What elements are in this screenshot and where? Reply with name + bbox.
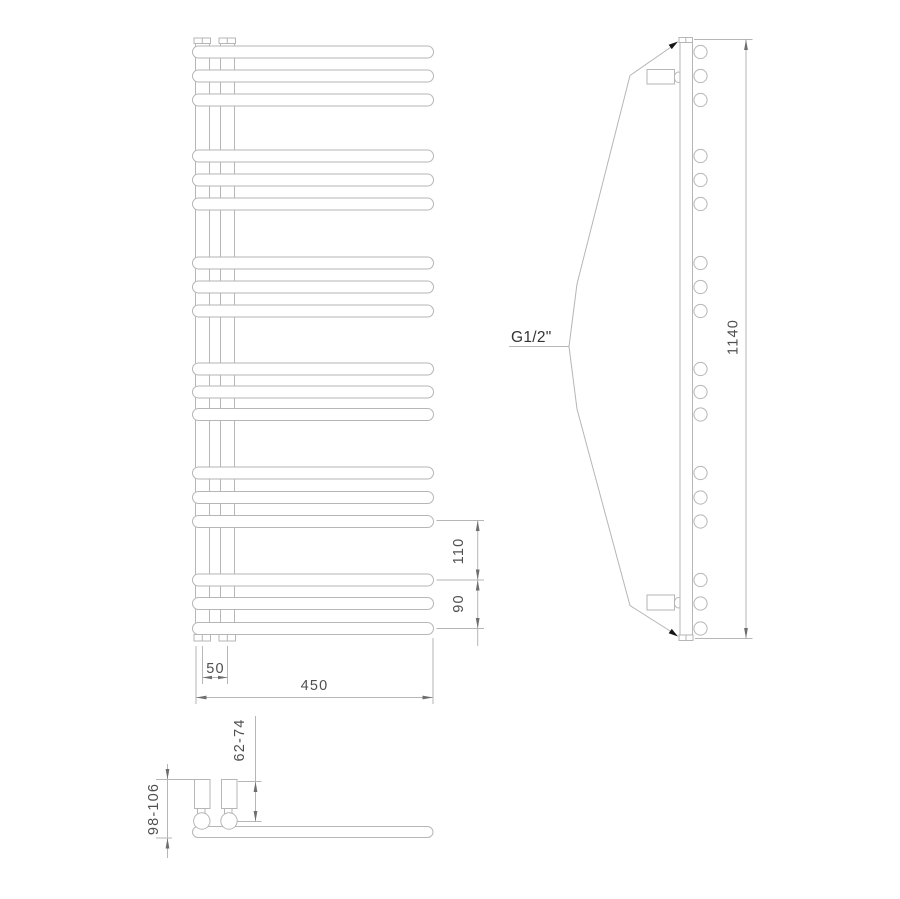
detail-tube-section bbox=[221, 813, 237, 829]
valve-body bbox=[647, 595, 675, 610]
bar-end bbox=[694, 573, 707, 586]
towel-bar bbox=[193, 492, 434, 504]
dimension-90 bbox=[437, 580, 485, 646]
bar-end bbox=[694, 408, 707, 421]
collector-tube-right bbox=[221, 41, 235, 637]
dimension-50 bbox=[203, 646, 228, 684]
bar-end bbox=[694, 466, 707, 479]
bar-end bbox=[694, 491, 707, 504]
towel-bar bbox=[193, 409, 434, 421]
bar-end bbox=[694, 385, 707, 398]
bar-end bbox=[694, 362, 707, 375]
towel-bar bbox=[193, 598, 434, 610]
front-view bbox=[193, 38, 434, 641]
valve-body bbox=[647, 70, 675, 85]
towel-bar bbox=[193, 174, 434, 186]
towel-bar bbox=[193, 305, 434, 317]
bar-end-circles bbox=[694, 45, 707, 635]
towel-bar bbox=[193, 46, 434, 58]
dimension-90-label: 90 bbox=[451, 594, 467, 613]
towel-bar bbox=[193, 574, 434, 586]
towel-bar bbox=[193, 281, 434, 293]
towel-bar bbox=[193, 198, 434, 210]
thread-callout bbox=[509, 39, 680, 638]
side-view bbox=[647, 38, 707, 641]
dimension-50-label: 50 bbox=[206, 661, 225, 677]
dimension-98-106 bbox=[146, 764, 195, 858]
collector-tube-left bbox=[196, 41, 210, 637]
bar-end bbox=[694, 304, 707, 317]
dimension-98-106-label: 98-106 bbox=[146, 782, 162, 836]
dimension-450-label: 450 bbox=[300, 678, 329, 694]
towel-bar bbox=[193, 150, 434, 162]
towel-bar bbox=[193, 467, 434, 479]
wall-bracket bbox=[195, 780, 211, 809]
bar-end bbox=[694, 45, 707, 58]
bar-end bbox=[694, 256, 707, 269]
dimension-450 bbox=[196, 638, 433, 704]
side-valve-bottom bbox=[647, 595, 683, 610]
dimension-62-74-label: 62-74 bbox=[232, 718, 248, 762]
thread-size-label: G1/2" bbox=[511, 329, 552, 346]
towel-bar bbox=[193, 386, 434, 398]
side-collector-tube bbox=[680, 43, 693, 636]
bar-end bbox=[694, 622, 707, 635]
bar-end bbox=[694, 597, 707, 610]
towel-bar bbox=[193, 516, 434, 528]
towel-bar bbox=[193, 70, 434, 82]
bar-end bbox=[694, 69, 707, 82]
side-valve-top bbox=[647, 70, 683, 85]
dimension-110 bbox=[437, 521, 485, 581]
bar-end bbox=[694, 173, 707, 186]
bar-end bbox=[694, 149, 707, 162]
towel-bar bbox=[193, 94, 434, 106]
dimension-1140-label: 1140 bbox=[725, 319, 742, 355]
bar-end bbox=[694, 280, 707, 293]
top-detail-view bbox=[193, 780, 434, 838]
detail-tube-section bbox=[194, 813, 210, 829]
bar-end bbox=[694, 93, 707, 106]
towel-bar bbox=[193, 257, 434, 269]
wall-bracket bbox=[222, 780, 238, 809]
bar-end bbox=[694, 515, 707, 528]
dimension-110-label: 110 bbox=[451, 537, 467, 565]
dimension-1140 bbox=[694, 40, 753, 639]
collector-tubes bbox=[196, 41, 235, 637]
towel-bar bbox=[193, 623, 434, 635]
bar-end bbox=[694, 197, 707, 210]
towel-bar bbox=[193, 363, 434, 375]
